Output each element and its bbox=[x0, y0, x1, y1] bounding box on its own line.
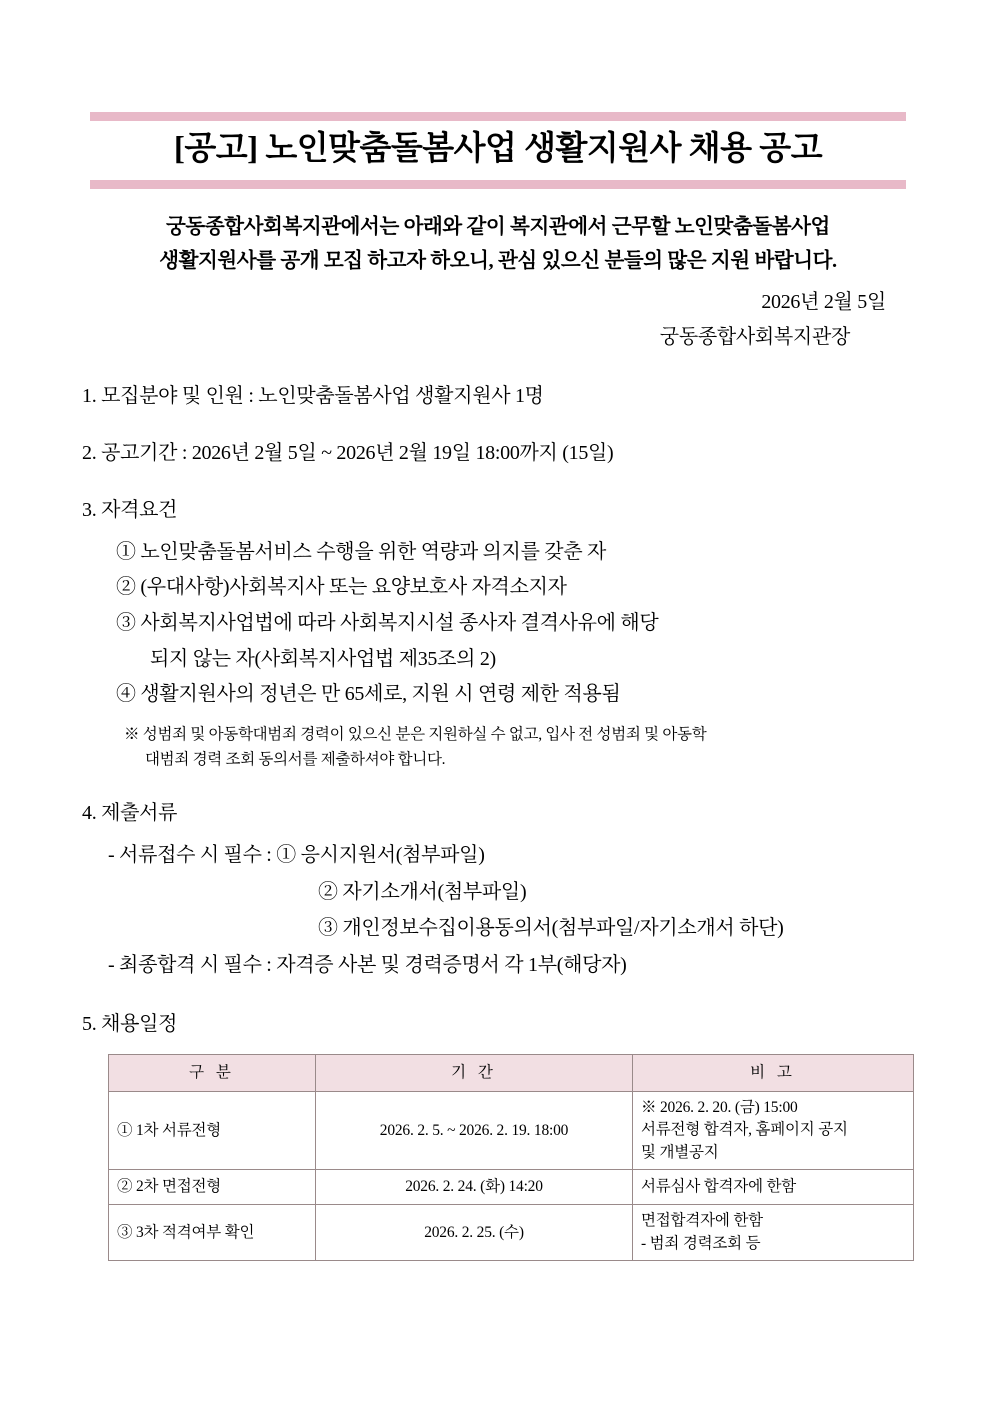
qualification-item-4: ④ 생활지원사의 정년은 만 65세로, 지원 시 연령 제한 적용됨 bbox=[116, 683, 621, 706]
column-header-remark: 비 고 bbox=[633, 1055, 914, 1092]
row-1-period: 2026. 2. 5. ~ 2026. 2. 19. 18:00 bbox=[316, 1092, 633, 1170]
section-period bbox=[82, 438, 914, 469]
documents-row-4: - 최종합격 시 필수 : 자격증 사본 및 경력증명서 각 1부(해당자) bbox=[108, 953, 627, 976]
documents-row-3: ③ 개인정보수집이용동의서(첨부파일/자기소개서 하단) bbox=[318, 917, 784, 940]
signature-block bbox=[82, 285, 914, 355]
table-header-row bbox=[109, 1055, 914, 1092]
section-qualification-heading: 3. 자격요건 bbox=[82, 498, 178, 521]
page-title: [공고] 노인맞춤돌봄사업 생활지원사 채용 공고 bbox=[173, 131, 823, 167]
row-3-period: 2026. 2. 25. (수) bbox=[316, 1205, 633, 1261]
column-header-period: 기 간 bbox=[316, 1055, 633, 1092]
intro-paragraph bbox=[82, 211, 914, 279]
column-header-division: 구 분 bbox=[109, 1055, 316, 1092]
documents-list bbox=[82, 837, 914, 983]
qualification-item-1: ① 노인맞춤돌봄서비스 수행을 위한 역량과 의지를 갖춘 자 bbox=[116, 540, 607, 563]
row-2-period: 2026. 2. 24. (화) 14:20 bbox=[316, 1170, 633, 1205]
row-3-remark-line-1: 면접합격자에 한함 bbox=[641, 1212, 763, 1230]
row-3-remark-line-2: - 범죄 경력조회 등 bbox=[641, 1234, 761, 1252]
section-recruit-heading: 1. 모집분야 및 인원 : 노인맞춤돌봄사업 생활지원사 1명 bbox=[82, 384, 544, 407]
row-2-remark-line-1: 서류심사 합격자에 한함 bbox=[641, 1178, 797, 1196]
qualification-note bbox=[124, 723, 914, 773]
row-1-remark-line-1: ※ 2026. 2. 20. (금) 15:00 bbox=[641, 1099, 798, 1117]
qualification-item-2: ② (우대사항)사회복지사 또는 요양보호사 자격소지자 bbox=[116, 576, 567, 599]
schedule-table-wrapper bbox=[108, 1054, 914, 1261]
table-row bbox=[109, 1170, 914, 1205]
row-1-division: ① 1차 서류전형 bbox=[109, 1092, 316, 1170]
row-1-remark-line-2: 서류전형 합격자, 홈페이지 공지 bbox=[641, 1121, 848, 1139]
section-period-heading: 2. 공고기간 : 2026년 2월 5일 ~ 2026년 2월 19일 18:00까지 (15일) bbox=[82, 441, 614, 464]
row-1-remark-line-3: 및 개별공지 bbox=[641, 1143, 719, 1161]
intro-line-1: 궁동종합사회복지관에서는 아래와 같이 복지관에서 근무할 노인맞춤돌봄사업 bbox=[166, 216, 830, 239]
qualification-note-line-1: ※ 성범죄 및 아동학대범죄 경력이 있으신 분은 지원하실 수 없고, 입사 전 성범죄 및 아동학 bbox=[124, 725, 707, 743]
title-banner bbox=[90, 112, 906, 189]
section-documents bbox=[82, 798, 914, 983]
intro-line-2: 생활지원사를 공개 모집 하고자 하오니, 관심 있으신 분들의 많은 지원 바랍니다. bbox=[159, 250, 837, 273]
section-schedule-heading: 5. 채용일정 bbox=[82, 1013, 178, 1035]
documents-row-1: - 서류접수 시 필수 : ① 응시지원서(첨부파일) bbox=[108, 844, 485, 867]
issuer-name: 궁동종합사회복지관장 bbox=[659, 325, 850, 348]
section-documents-heading: 4. 제출서류 bbox=[82, 802, 178, 825]
row-2-remark bbox=[633, 1170, 914, 1205]
qualification-note-line-2: 대범죄 경력 조회 동의서를 제출하셔야 합니다. bbox=[145, 750, 446, 768]
documents-row-2: ② 자기소개서(첨부파일) bbox=[318, 880, 527, 903]
row-2-division: ② 2차 면접전형 bbox=[109, 1170, 316, 1205]
announcement-date: 2026년 2월 5일 bbox=[761, 290, 886, 313]
section-schedule bbox=[82, 1009, 914, 1261]
table-row bbox=[109, 1205, 914, 1261]
table-row bbox=[109, 1092, 914, 1170]
schedule-table bbox=[108, 1054, 914, 1261]
qualification-item-3-continued: 되지 않는 자(사회복지사업법 제35조의 2) bbox=[150, 647, 496, 670]
row-3-remark bbox=[633, 1205, 914, 1261]
qualification-list bbox=[82, 535, 914, 713]
row-1-remark bbox=[633, 1092, 914, 1170]
row-3-division: ③ 3차 적격여부 확인 bbox=[109, 1205, 316, 1261]
section-qualification bbox=[82, 495, 914, 773]
qualification-item-3: ③ 사회복지사업법에 따라 사회복지시설 종사자 결격사유에 해당 bbox=[116, 612, 659, 635]
section-recruit bbox=[82, 381, 914, 412]
